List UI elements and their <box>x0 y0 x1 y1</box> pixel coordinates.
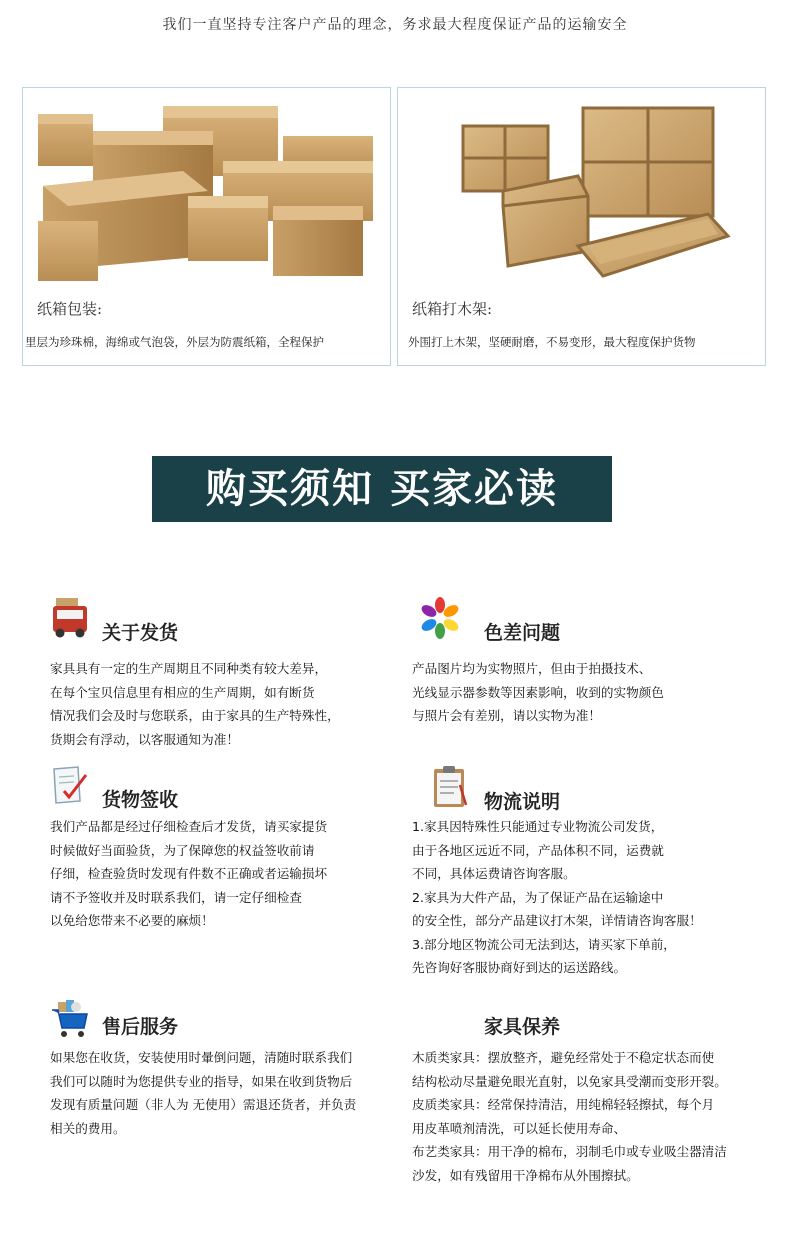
logistics-section <box>412 765 742 980</box>
notice-banner: 购买须知 买家必读 <box>152 456 612 522</box>
pack-title: 纸箱打木架: <box>412 300 493 318</box>
section-body: 1.家具因特殊性只能通过专业物流公司发货， 由于各地区远近不同，产品体积不同，运费就 不同，具体运费请咨询客服。 2.家具为大件产品，为了保证产品在运输途中 的安全性，部分产品建议打木架，详情请咨询客服！ 3.部分地区物流公司无法到达，请买家下单前， 先咨询好客服协商好到达的运送路线。 <box>412 819 702 975</box>
section-title: 家具保养 <box>484 1016 561 1038</box>
shopping-cart-icon <box>50 998 90 1042</box>
color-wheel-icon <box>420 596 460 640</box>
section-title: 售后服务 <box>102 1016 179 1038</box>
pack-title: 纸箱包装: <box>37 300 103 318</box>
furniture-care-section <box>412 998 752 1198</box>
wood-crate-photo <box>408 96 753 288</box>
pack-description: 外围打上木架，坚硬耐磨，不易变形，最大程度保护货物 <box>408 335 696 349</box>
pack-description: 里层为珍珠棉，海绵或气泡袋，外层为防震纸箱，全程保护 <box>25 335 324 349</box>
section-title: 色差问题 <box>484 622 561 644</box>
shipping-section <box>50 596 380 756</box>
truck-icon <box>50 596 90 640</box>
section-body: 如果您在收货，安装使用时暈倒问题，清随时联系我们 我们可以随时为您提供专业的指导，如果在收到货物后 发现有质量问题（非人为 无使用）需退还货者，并负责 相关的费用。 <box>50 1050 357 1136</box>
signed-document-icon <box>50 765 90 809</box>
clipboard-icon <box>430 765 470 809</box>
carton-boxes-photo <box>33 96 378 288</box>
carton-packaging-card <box>22 87 391 366</box>
receipt-section <box>50 765 380 935</box>
section-body: 我们产品都是经过仔细检查后才发货，请买家提货 时候做好当面验货，为了保障您的权益签收前请 仔细，检查验货时发现有件数不正确或者运输损坏 请不予签收并及时联系我们，请一定仔细检查 以免给您带来不必要的麻烦！ <box>50 819 328 928</box>
section-body: 产品图片均为实物照片，但由于拍摄技术、 光线显示器参数等因素影响，收到的实物颜色 与照片会有差别，请以实物为准！ <box>412 661 664 723</box>
section-body: 家具具有一定的生产周期且不同种类有较大差异， 在每个宝贝信息里有相应的生产周期，如有断货 情况我们会及时与您联系，由于家具的生产特殊性， 货期会有浮动，以客服通知为准！ <box>50 661 340 747</box>
section-title: 物流说明 <box>484 791 561 813</box>
color-difference-section <box>412 596 742 736</box>
section-body: 木质类家具：摆放整齐，避免经常处于不稳定状态而使 结构松动尽量避免眼光直射，以免家具受潮而变形开裂。 皮质类家具：经常保持清洁，用纯棉轻轻擦拭，每个月 用皮革喷剂清洗，可以延长使用寿命、 布艺类家具：用干净的棉布，羽制毛巾或专业吸尘器清洁 沙发，如有残留用干净棉布从外围擦拭。 <box>412 1050 727 1183</box>
after-sale-section <box>50 998 380 1138</box>
section-title: 货物签收 <box>102 789 179 811</box>
top-slogan: 我们一直坚持专注客户产品的理念，务求最大程度保证产品的运输安全 <box>162 17 628 33</box>
section-title: 关于发货 <box>102 622 179 644</box>
wooden-frame-packaging-card <box>397 87 766 366</box>
